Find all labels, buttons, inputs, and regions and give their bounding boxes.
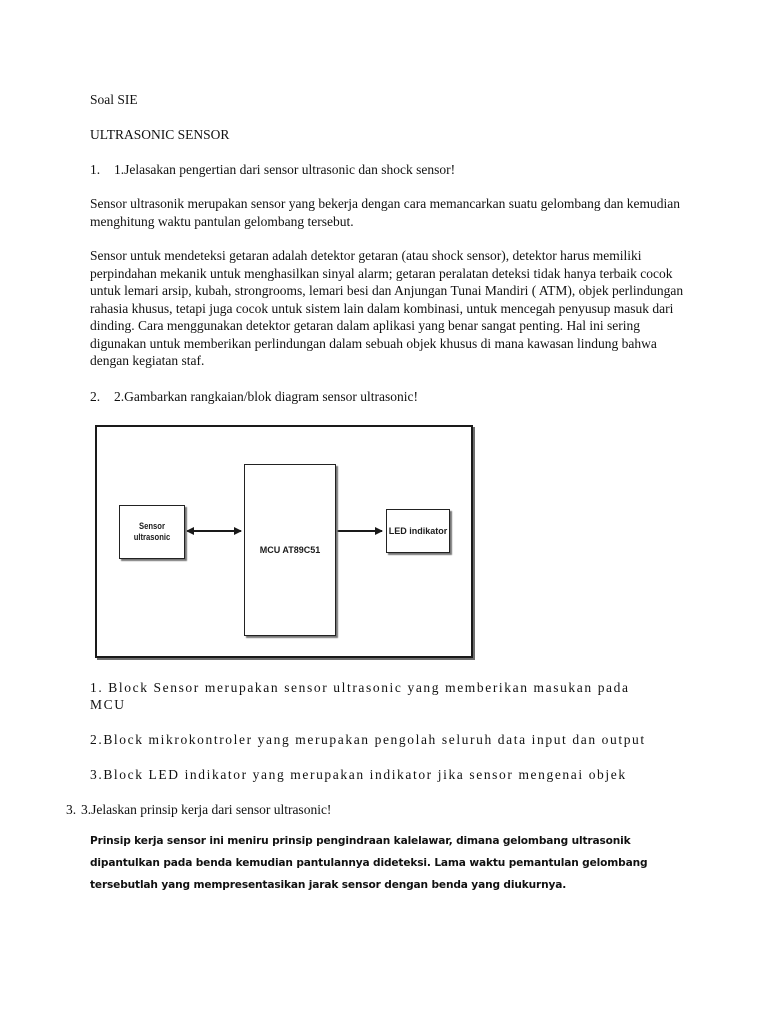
question-2-number: 2. xyxy=(90,389,101,404)
question-1-text: 1.Jelasakan pengertian dari sensor ultrasonic dan shock sensor! xyxy=(114,162,456,177)
led-indikator-label: LED indikator xyxy=(388,525,448,536)
mcu-block xyxy=(244,464,336,636)
document-title: Soal SIE xyxy=(90,92,138,107)
block-3-description: 3.Block LED indikator yang merupakan indikator jika sensor mengenai objek xyxy=(90,767,627,782)
led-indikator-block xyxy=(386,509,450,553)
question-3-number: 3. xyxy=(66,802,77,817)
answer-1-paragraph-2: Sensor untuk mendeteksi getaran adalah detektor getaran (atau shock sensor), detektor harus memiliki perpindahan mekanik untuk menghasilkan sinyal alarm; getaran peralatan deteksi tidak hanya terbaik cocok untuk lemari arsip, kubah, strongrooms, lemari besi dan Anjungan Tunai Mandiri ( ATM), objek perlindungan rahasia khusus, tetapi juga cocok untuk sistem lain dalam kombinasi, untuk mencegah penyusup masuk dari dinding. Cara menggunakan detektor getaran dalam aplikasi yang benar sangat penting. Hal ini sering digunakan untuk memberikan perlindungan dalam sebuah objek khusus di mana kawasan lindung bahwa dengan kegiatan staf. xyxy=(90,248,684,368)
mcu-label: MCU AT89C51 xyxy=(259,544,321,555)
sensor-ultrasonic-label: Sensor ultrasonic xyxy=(133,521,171,542)
block-diagram xyxy=(95,425,473,658)
answer-1-paragraph-1: Sensor ultrasonik merupakan sensor yang bekerja dengan cara memancarkan suatu gelombang dan kemudian menghitung waktu pantulan gelombang tersebut. xyxy=(90,196,681,229)
block-1-description: 1. Block Sensor merupakan sensor ultrasonic yang memberikan masukan pada xyxy=(90,680,630,695)
question-2-text: 2.Gambarkan rangkaian/blok diagram sensor ultrasonic! xyxy=(114,389,419,404)
section-heading: ULTRASONIC SENSOR xyxy=(90,127,230,142)
question-1-number: 1. xyxy=(90,162,101,177)
sensor-ultrasonic-block xyxy=(119,505,185,559)
question-3-text: 3.Jelaskan prinsip kerja dari sensor ultrasonic! xyxy=(81,802,332,817)
answer-3-paragraph: Prinsip kerja sensor ini meniru prinsip pengindraan kalelawar, dimana gelombang ultrasonik dipantulkan pada benda kemudian pantulannya dideteksi. Lama waktu pemantulan gelombang tersebutlah yang mempresentasikan jarak sensor dengan benda yang diukurnya. xyxy=(90,835,648,891)
block-1-description-cont: MCU xyxy=(90,697,126,712)
block-2-description: 2.Block mikrokontroler yang merupakan pengolah seluruh data input dan output xyxy=(90,732,646,747)
